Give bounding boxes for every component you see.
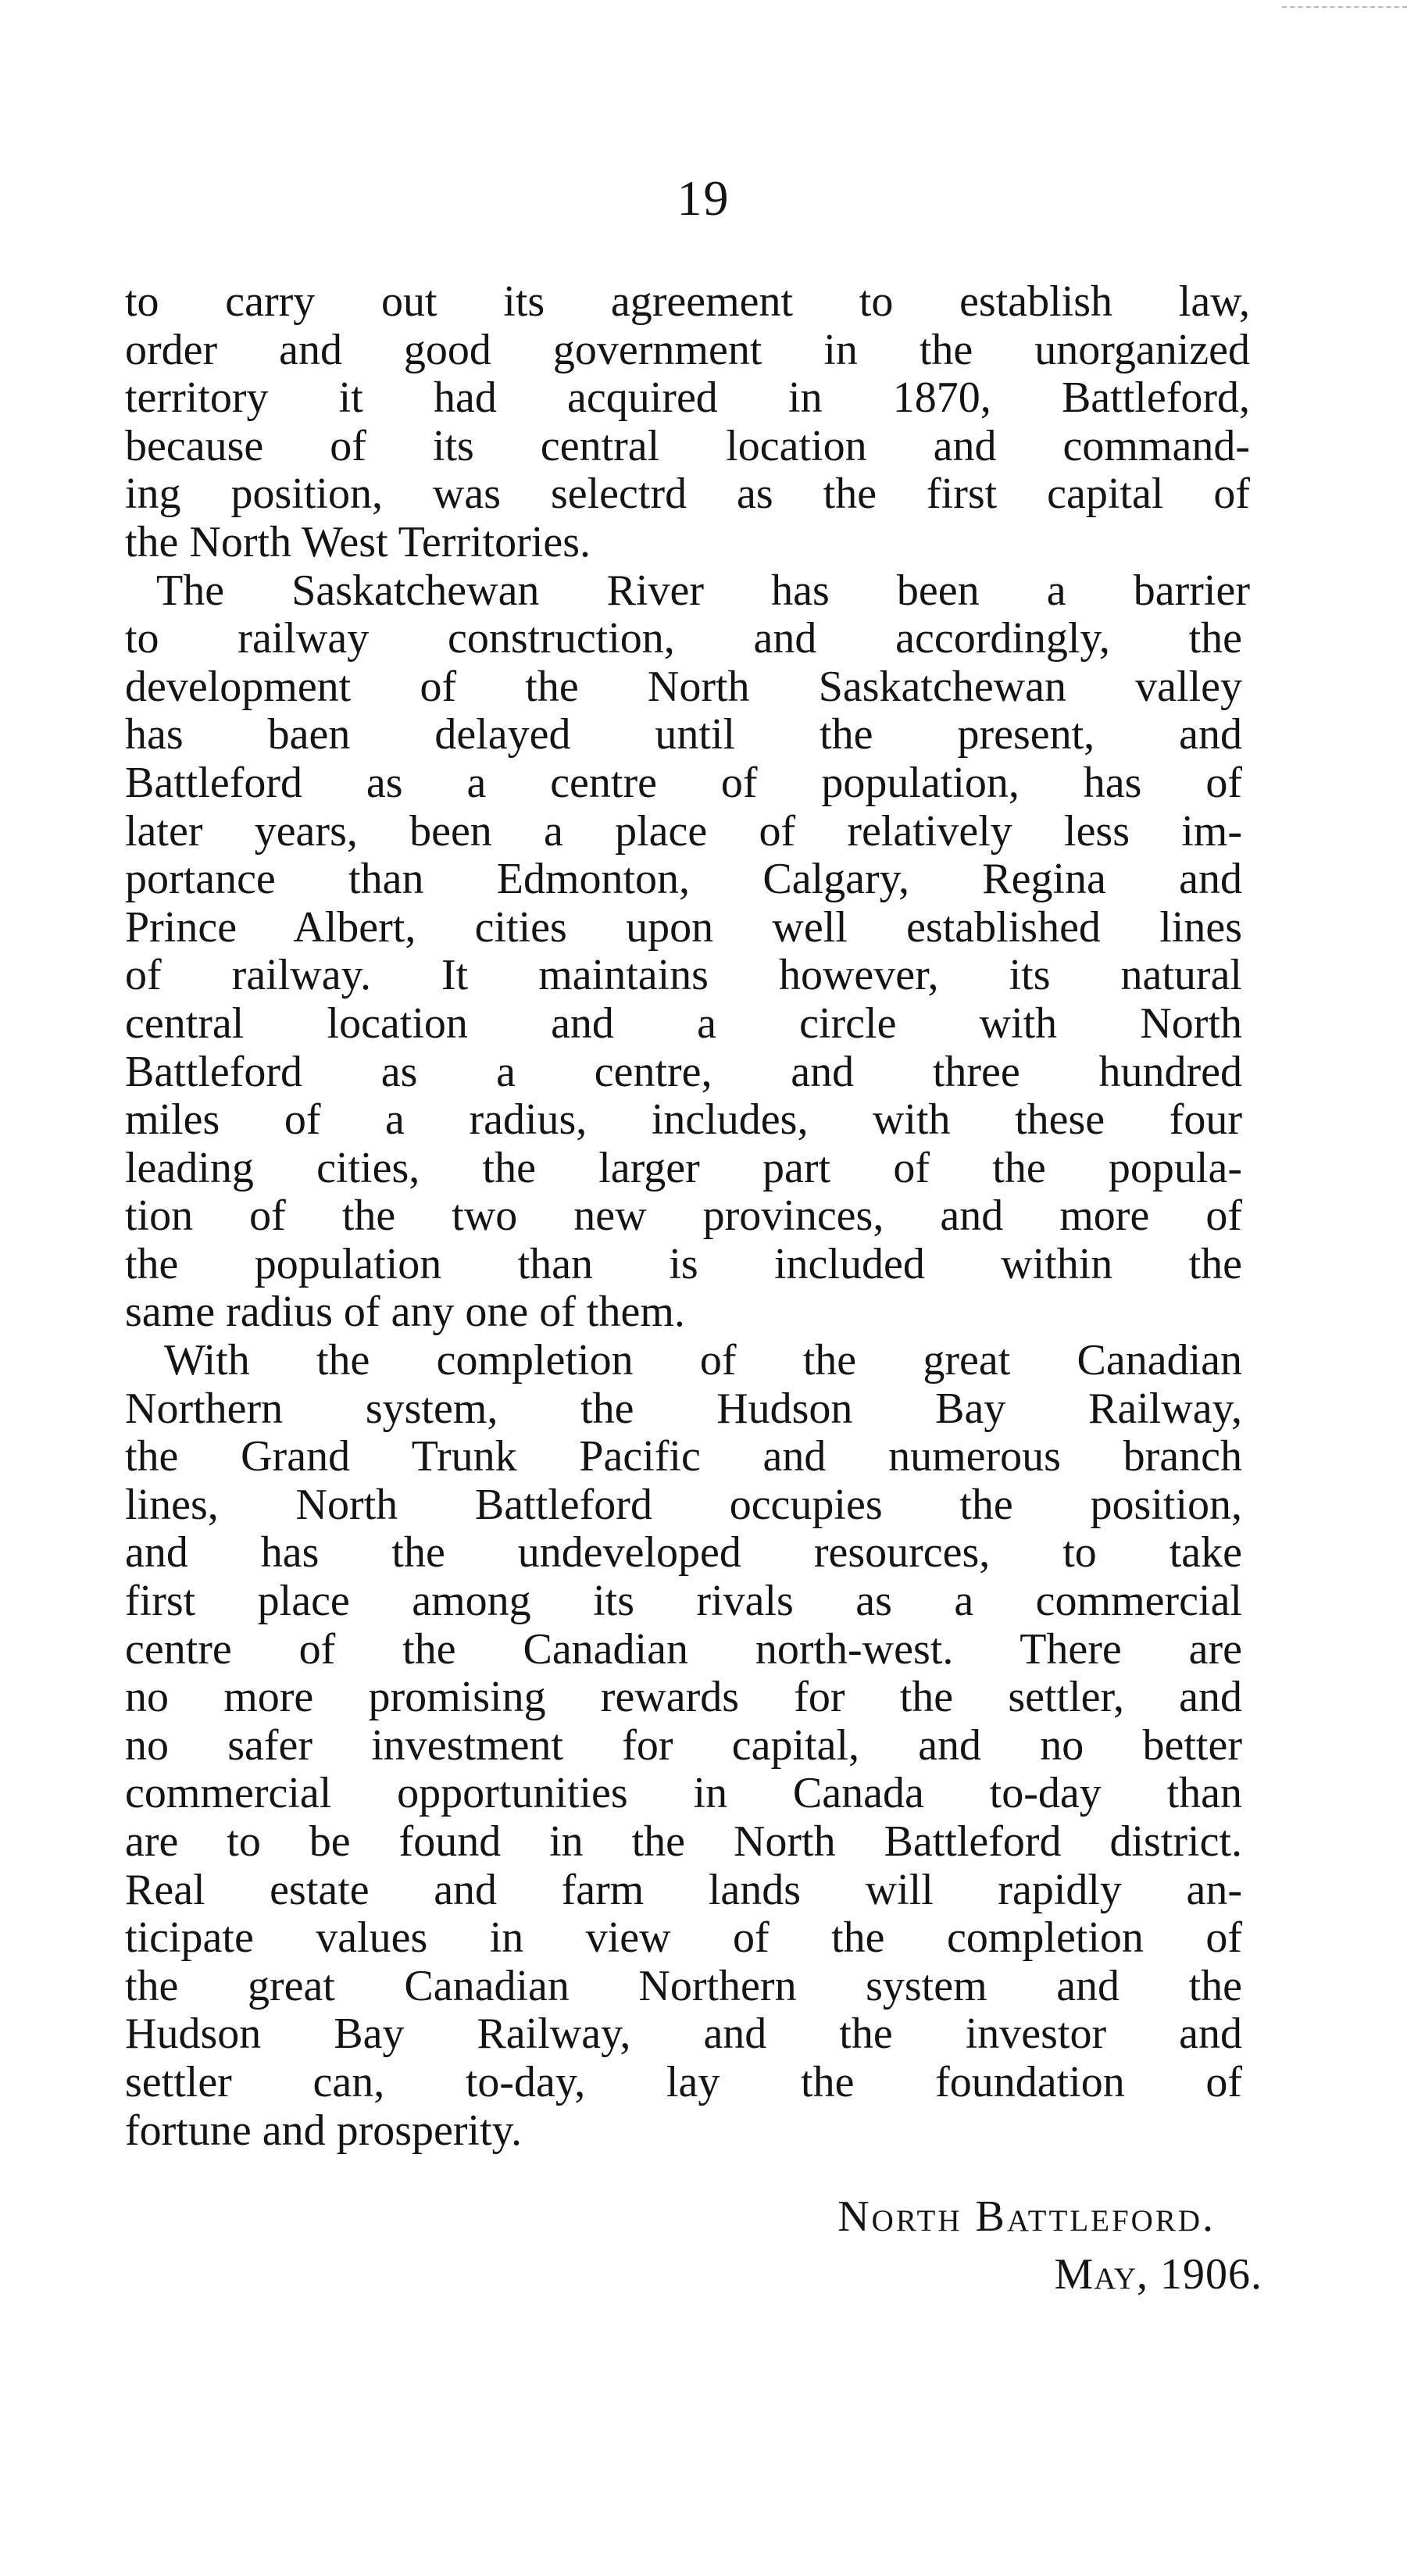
page-number: 19 bbox=[677, 170, 730, 226]
text-line: no more promising rewards for the settler, and bbox=[125, 1673, 1242, 1722]
text-line: Prince Albert, cities upon well established lines bbox=[125, 902, 1242, 952]
text-line: first place among its rivals as a commercial bbox=[125, 1577, 1242, 1626]
body-text bbox=[125, 278, 1258, 2155]
text-line: has baen delayed until the present, and bbox=[125, 710, 1242, 759]
text-line: development of the North Saskatchewan valley bbox=[125, 662, 1242, 711]
text-line: to carry out its agreement to establish law, bbox=[125, 277, 1250, 326]
text-line: Northern system, the Hudson Bay Railway, bbox=[125, 1384, 1242, 1433]
text-line: are to be found in the North Battleford district. bbox=[125, 1817, 1242, 1866]
text-line: the Grand Trunk Pacific and numerous branch bbox=[125, 1432, 1242, 1481]
signoff-place: North Battleford. bbox=[837, 2192, 1216, 2241]
text-line: With the completion of the great Canadian bbox=[164, 1336, 1242, 1385]
text-line: later years, been a place of relatively less im- bbox=[125, 806, 1242, 856]
text-line: Hudson Bay Railway, and the investor and bbox=[125, 2010, 1242, 2059]
text-line: Real estate and farm lands will rapidly an- bbox=[125, 1865, 1242, 1914]
text-line: ing position, was selectrd as the first capital of bbox=[125, 470, 1250, 519]
text-line: centre of the Canadian north-west. There are bbox=[125, 1624, 1242, 1674]
text-line: central location and a circle with North bbox=[125, 999, 1242, 1048]
text-line: order and good government in the unorganized bbox=[125, 325, 1250, 374]
text-line: the North West Territories. bbox=[125, 517, 591, 566]
text-line: tion of the two new provinces, and more of bbox=[125, 1192, 1242, 1241]
text-line: of railway. It maintains however, its natural bbox=[125, 951, 1242, 1000]
text-line: and has the undeveloped resources, to take bbox=[125, 1528, 1242, 1577]
text-line: Battleford as a centre of population, has of bbox=[125, 758, 1242, 807]
text-line: territory it had acquired in 1870, Battleford, bbox=[125, 373, 1250, 423]
text-line: miles of a radius, includes, with these four bbox=[125, 1095, 1242, 1145]
text-line: settler can, to-day, lay the foundation of bbox=[125, 2057, 1242, 2106]
text-line: to railway construction, and accordingly, the bbox=[125, 614, 1242, 663]
text-line: because of its central location and command- bbox=[125, 421, 1250, 470]
text-line: leading cities, the larger part of the popula- bbox=[125, 1143, 1242, 1192]
text-line: ticipate values in view of the completion of bbox=[125, 1913, 1242, 1963]
scan-edge-mark bbox=[1282, 0, 1407, 8]
signoff bbox=[837, 2188, 1262, 2303]
text-line: portance than Edmonton, Calgary, Regina and bbox=[125, 855, 1242, 904]
text-line: the population than is included within the bbox=[125, 1239, 1242, 1288]
text-line: The Saskatchewan River has been a barrier bbox=[156, 566, 1250, 615]
text-line: commercial opportunities in Canada to-day than bbox=[125, 1769, 1242, 1818]
text-line: the great Canadian Northern system and the bbox=[125, 1961, 1242, 2010]
text-line: no safer investment for capital, and no better bbox=[125, 1720, 1242, 1770]
text-line: lines, North Battleford occupies the position, bbox=[125, 1480, 1242, 1529]
text-line: same radius of any one of them. bbox=[125, 1288, 685, 1337]
signoff-date: May, 1906. bbox=[1054, 2250, 1262, 2299]
text-line: Battleford as a centre, and three hundred bbox=[125, 1047, 1242, 1096]
text-line: fortune and prosperity. bbox=[125, 2106, 522, 2155]
